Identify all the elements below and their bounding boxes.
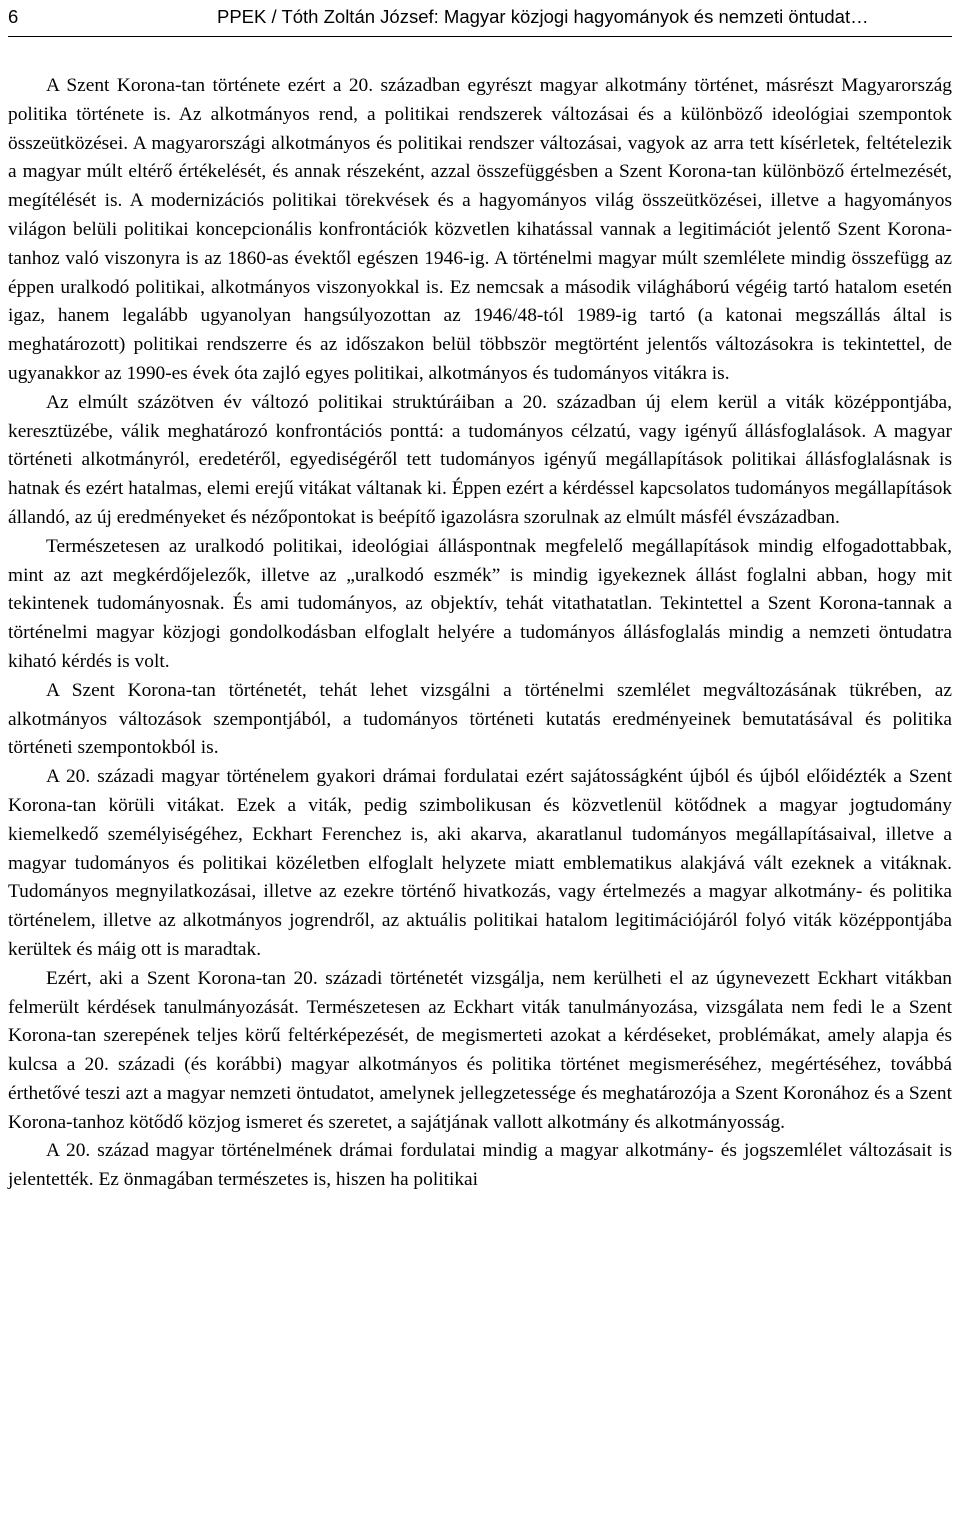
running-title: PPEK / Tóth Zoltán József: Magyar közjogi hagyományok és nemzeti öntudat… [217, 6, 869, 27]
page-number: 6 [8, 6, 19, 27]
paragraph: A 20. század magyar történelmének drámai fordulatai mindig a magyar alkotmány- és jogszemlélet változásait is jelentették. Ez önmagában természetes is, hiszen ha politikai [8, 1140, 952, 1191]
paragraph: A Szent Korona-tan történetét, tehát lehet vizsgálni a történelmi szemlélet megváltozásának tükrében, az alkotmányos változások szempontjából, a tudományos történeti kutatás eredményeinek bemutatásával és politika történeti szempontokból is. [8, 679, 952, 759]
paragraph: Az elmúlt százötven év változó politikai struktúráiban a 20. században új elem kerül a viták középpontjába, keresztüzébe, válik meghatározó konfrontációs ponttá: a tudományos célzatú, vagy igényű állásfoglalások. A magyar történeti alkotmányról, eredetéről, egyediségéről tett tudományos igényű megállapítások politikai állásfoglalásnak is hatnak és ezért hatalmas, elemi erejű vitákat váltanak ki. Éppen ezért a kérdéssel kapcsolatos tudományos megállapítások állandó, az új eredményeket és nézőpontokat is beépítő igazolásra szorulnak az elmúlt másfél évszázadban. [8, 391, 952, 528]
paragraph: Természetesen az uralkodó politikai, ideológiai álláspontnak megfelelő megállapítások mindig elfogadottabbak, mint az azt megkérdőjelezők, illetve az „uralkodó eszmék” is mindig igyekeznek állást foglalni abban, hogy mit tekintenek tudományosnak. És ami tudományos, az objektív, tehát vitathatatlan. Tekintettel a Szent Korona-tannak a történelmi magyar közjogi gondolkodásban elfoglalt helyére a tudományos állásfoglalás mindig a nemzeti öntudatra kiható kérdés is volt. [8, 535, 952, 672]
body-text [8, 72, 952, 1195]
paragraph: Ezért, aki a Szent Korona-tan 20. századi történetét vizsgálja, nem kerülheti el az úgynevezett Eckhart vitákban felmerült kérdések tanulmányozását. Természetesen az Eckhart viták tanulmányozása, vizsgálata nem fedi le a Szent Korona-tan szerepének teljes körű feltérképezését, de megismerteti azokat a kérdéseket, problémákat, amely alapja és kulcsa a 20. századi (és korábbi) magyar alkotmányos és politika történet megismeréséhez, megértéséhez, továbbá érthetővé teszi azt a magyar nemzeti öntudatot, amelynek jellegzetessége és meghatározója a Szent Koronához és a Szent Korona-tanhoz kötődő közjog ismeret és szeretet, a sajátjának vallott alkotmány és alkotmányosság. [8, 967, 952, 1133]
paragraph: A Szent Korona-tan története ezért a 20. században egyrészt magyar alkotmány történet, másrészt Magyarország politika története is. Az alkotmányos rend, a politikai rendszerek változásai és a különböző ideológiai szempontok összeütközései. A magyarországi alkotmányos és politikai rendszer változásai, vagyok az arra tett kísérletek, feltételezik a magyar múlt eltérő értékelését, és annak részeként, azzal összefüggésben a Szent Korona-tan különböző értelmezését, megítélését is. A modernizációs politikai törekvések és a hagyományos világ összeütközései, illetve a hagyományos világon belüli politikai koncepcionális konfrontációk közvetlen kihatással vannak a legitimációt jelentő Szent Korona-tanhoz való viszonyra is az 1860-as évektől egészen 1946-ig. A történelmi magyar múlt szemlélete mindig összefügg az éppen uralkodó politikai, alkotmányos viszonyokkal is. Ez nemcsak a második világháború végéig tartó hatalom esetén igaz, hanem legalább ugyanolyan hangsúlyozottan az 1946/48-tól 1989-ig tartó (a katonai megszállás által is meghatározott) politikai rendszerre és az időszakon belül többször megtörtént jelentős változásokra is tekintettel, de ugyanakkor az 1990-es évek óta zajló egyes politikai, alkotmányos és tudományos vitákra is. [8, 75, 952, 384]
page-header [8, 2, 952, 37]
paragraph: A 20. századi magyar történelem gyakori drámai fordulatai ezért sajátosságként újból és újból előidézték a Szent Korona-tan körüli vitákat. Ezek a viták, pedig szimbolikusan és közvetlenül kötődnek a magyar jogtudomány kiemelkedő személyiségéhez, Eckhart Ferenchez is, aki akarva, akaratlanul tudományos megállapításaival, illetve a magyar tudományos és politikai közéletben elfoglalt helyzete miatt emblematikus alakjává vált ezeknek a vitáknak. Tudományos megnyilatkozásai, illetve az ezekre történő hivatkozás, vagy értelmezés a magyar alkotmány- és politika történelem, illetve az alkotmányos jogrendről, az aktuális politikai hatalom legitimációjáról folyó viták középpontjába kerültek és máig ott is maradtak. [8, 766, 952, 960]
